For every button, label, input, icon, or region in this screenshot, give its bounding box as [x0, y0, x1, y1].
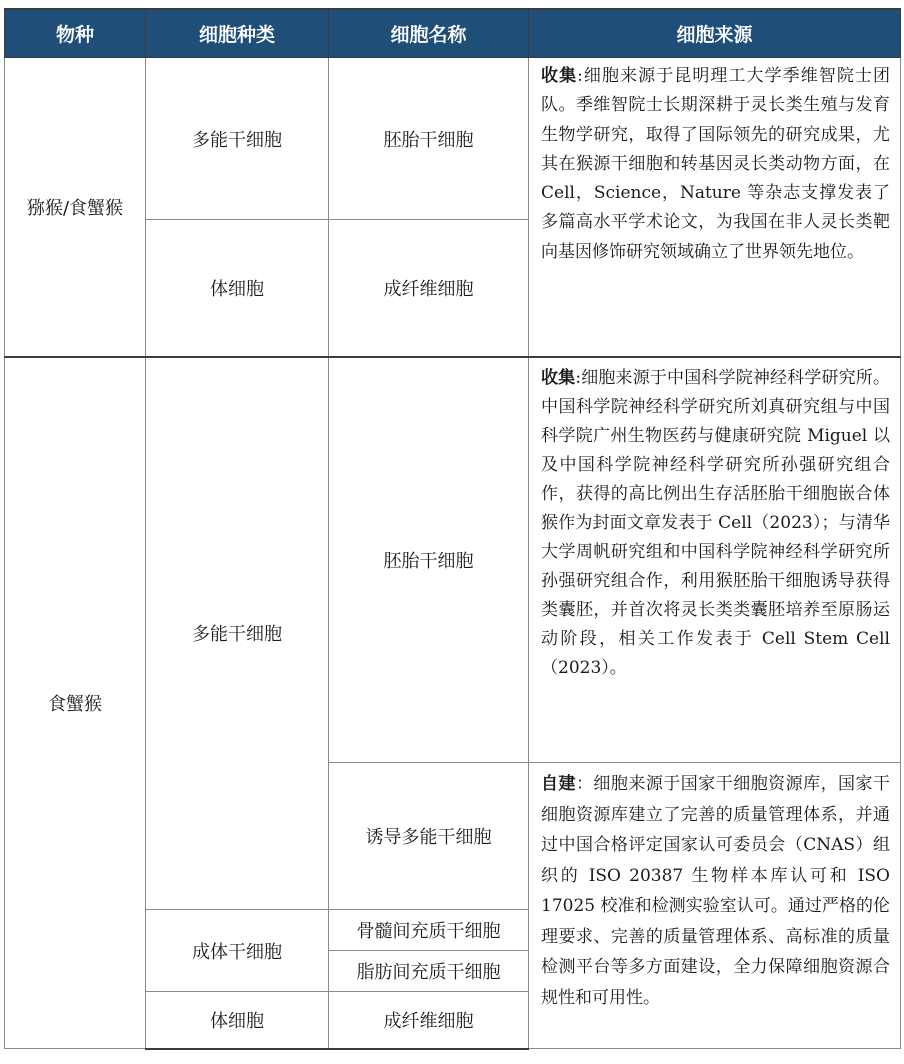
- source-text: :细胞来源于昆明理工大学季维智院士团队。季维智院士长期深耕于灵长类生殖与发育生物学研究，取得了国际领先的研究成果，尤其在猴源干细胞和转基因灵长类动物方面，在 Cell，Science，Nature 等杂志支撑发表了多篇高水平学术论文，为我国在非人灵长类靶向基因修饰研究领域确立了世界领先地位。: [541, 66, 890, 262]
- cell-source-table: [4, 8, 901, 1050]
- source-cell: [529, 357, 901, 763]
- cell-name: 胚胎干细胞: [329, 58, 529, 220]
- header-cell-name: 细胞名称: [329, 9, 529, 58]
- cell-name: 成纤维细胞: [329, 220, 529, 357]
- species-cell: 猕猴/食蟹猴: [5, 58, 146, 357]
- cell-type: 体细胞: [146, 220, 329, 357]
- header-cell-source: 细胞来源: [529, 9, 901, 58]
- cell-type: 多能干细胞: [146, 357, 329, 910]
- header-cell-type: 细胞种类: [146, 9, 329, 58]
- table-row: [5, 357, 901, 763]
- cell-name: 胚胎干细胞: [329, 357, 529, 763]
- cell-name: 诱导多能干细胞: [329, 763, 529, 910]
- table-row: [5, 58, 901, 220]
- header-species: 物种: [5, 9, 146, 58]
- source-text: :细胞来源于中国科学院神经科学研究所。中国科学院神经科学研究所刘真研究组与中国科学院广州生物医药与健康研究院 Miguel 以及中国科学院神经科学研究所孙强研究组合作，获得的高比例出生存活胚胎干细胞嵌合体猴作为封面文章发表于 Cell（2023）；与清华大学周帆研究组和中国科学院神经科学研究所孙强研究组合作，利用猴胚胎干细胞诱导获得类囊胚，并首次将灵长类类囊胚培养至原肠运动阶段，相关工作发表于 Cell Stem Cell（2023）。: [541, 367, 890, 678]
- source-tag: 收集: [541, 66, 578, 86]
- source-cell: [529, 763, 901, 1049]
- source-tag: 收集: [541, 367, 576, 388]
- source-text: ：细胞来源于国家干细胞资源库，国家干细胞资源库建立了完善的质量管理体系，并通过中国合格评定国家认可委员会（CNAS）组织的 ISO 20387 生物样本库认可和 ISO 17025 校准和检测实验室认可。通过严格的伦理要求、完善的质量管理体系、高标准的质量检测平台等多方面建设，全力保障细胞资源合规性和可用性。: [541, 774, 891, 1008]
- cell-type: 多能干细胞: [146, 58, 329, 220]
- cell-name: 骨髓间充质干细胞: [329, 910, 529, 951]
- cell-name: 成纤维细胞: [329, 992, 529, 1049]
- species-cell: 食蟹猴: [5, 357, 146, 1049]
- cell-type: 成体干细胞: [146, 910, 329, 992]
- cell-type: 体细胞: [146, 992, 329, 1049]
- header-row: [5, 9, 901, 58]
- source-tag: 自建: [541, 774, 576, 794]
- source-cell: [529, 58, 901, 357]
- cell-name: 脂肪间充质干细胞: [329, 951, 529, 992]
